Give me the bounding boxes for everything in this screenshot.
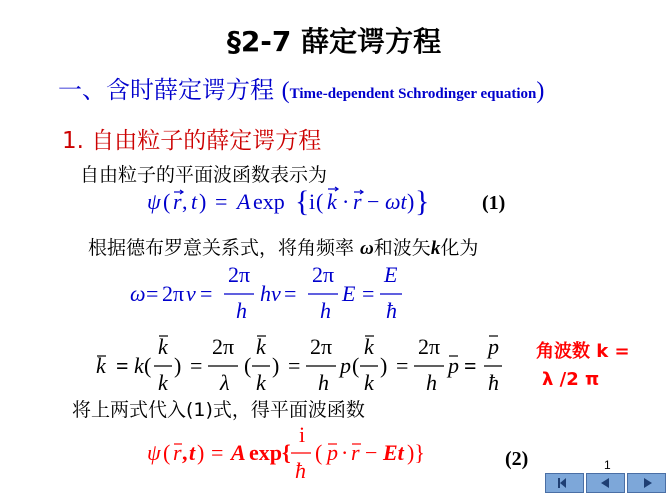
svg-text:p: p: [448, 353, 459, 378]
svg-text:): ): [407, 189, 415, 214]
svg-text:−: −: [365, 440, 378, 465]
svg-text:r: r: [353, 189, 362, 214]
svg-text:(: (: [315, 440, 323, 465]
side-note-line-1: 角波数 k =: [536, 341, 630, 362]
svg-text:}: }: [415, 185, 430, 218]
svg-text:=: =: [464, 353, 477, 378]
svg-text:=: =: [211, 440, 224, 465]
svg-text:=: =: [215, 189, 228, 214]
svg-text:k: k: [364, 370, 374, 395]
svg-text:=: =: [116, 353, 129, 378]
svg-text:k: k: [134, 353, 144, 378]
svg-text:h: h: [320, 298, 331, 323]
substitution-text: 将上两式代入(1)式，得平面波函数: [72, 399, 365, 421]
de-broglie-text-part-a: 根据德布罗意关系式，将角频率: [88, 237, 361, 259]
svg-text:(: (: [163, 440, 171, 465]
k-symbol: k: [430, 238, 441, 259]
svg-text:=: =: [288, 353, 301, 378]
equation-1-number: (1): [482, 192, 506, 214]
svg-text:ν: ν: [186, 281, 196, 306]
svg-text:2π: 2π: [418, 334, 441, 359]
svg-text:i: i: [299, 422, 306, 447]
svg-text:h: h: [318, 370, 329, 395]
svg-text:ħ: ħ: [488, 370, 499, 395]
omega-symbol: ω: [360, 238, 374, 259]
svg-text:k: k: [327, 189, 337, 214]
svg-text:2π: 2π: [312, 262, 335, 287]
angular-wavenumber-note: [536, 338, 630, 394]
slide-navigation: [545, 473, 666, 495]
svg-text:k: k: [96, 353, 106, 378]
svg-text:r: r: [351, 440, 360, 465]
svg-text:k: k: [256, 370, 266, 395]
svg-text:{: {: [295, 185, 310, 218]
svg-text:ħ: ħ: [295, 458, 306, 483]
svg-text:2π: 2π: [162, 281, 185, 306]
page-number: 1: [604, 458, 611, 472]
svg-text:h: h: [426, 370, 437, 395]
svg-text:=: =: [396, 353, 409, 378]
svg-text:): ): [174, 353, 182, 378]
page-title: §2-7 薛定谔方程: [226, 25, 442, 58]
svg-text:A: A: [231, 440, 246, 465]
svg-text:=: =: [146, 281, 159, 306]
section-heading: [58, 70, 544, 105]
svg-text:p: p: [488, 334, 499, 359]
svg-text:(: (: [144, 353, 152, 378]
de-broglie-text-part-b: 和波矢: [373, 237, 431, 259]
svg-text:): ): [272, 353, 280, 378]
svg-text:A: A: [237, 189, 251, 214]
svg-text:ψ: ψ: [147, 189, 161, 214]
svg-text:): ): [197, 440, 205, 465]
svg-text:2π: 2π: [228, 262, 251, 287]
svg-text:(: (: [244, 353, 252, 378]
first-slide-icon: [554, 476, 576, 490]
svg-text:k: k: [158, 370, 168, 395]
svg-text:exp{: exp{: [249, 440, 291, 465]
svg-text:E: E: [342, 281, 356, 306]
svg-text:E: E: [384, 262, 398, 287]
svg-text:p: p: [327, 440, 338, 465]
svg-text:(: (: [352, 353, 360, 378]
svg-text:k: k: [158, 334, 168, 359]
svg-text:2π: 2π: [310, 334, 333, 359]
previous-slide-icon: [595, 476, 617, 490]
svg-text:r: r: [173, 440, 182, 465]
svg-text:): ): [199, 189, 207, 214]
omega-relation-formula: [128, 258, 418, 328]
svg-text:,: ,: [182, 440, 188, 465]
next-slide-icon: [636, 476, 658, 490]
first-slide-button[interactable]: [545, 473, 584, 493]
de-broglie-text: [88, 233, 478, 260]
svg-text:k: k: [256, 334, 266, 359]
section-heading-label: 一、含时薛定谔方程: [58, 76, 274, 104]
svg-text:ω: ω: [130, 281, 146, 306]
svg-text:,: ,: [182, 189, 188, 214]
equation-2-number: (2): [505, 448, 529, 470]
previous-slide-button[interactable]: [586, 473, 625, 493]
wave-vector-formula: [92, 330, 512, 400]
svg-text:(: (: [163, 189, 171, 214]
subsection-heading: 1. 自由粒子的薛定谔方程: [62, 128, 322, 154]
svg-text:t: t: [191, 189, 198, 214]
svg-text:−: −: [367, 189, 380, 214]
equation-1-formula: [145, 182, 445, 222]
svg-text:h: h: [236, 298, 247, 323]
svg-text:k: k: [364, 334, 374, 359]
svg-text:): ): [380, 353, 388, 378]
open-paren: (: [281, 78, 290, 104]
svg-text:(: (: [316, 189, 324, 214]
svg-text:λ: λ: [220, 370, 230, 395]
svg-text:p: p: [340, 353, 351, 378]
svg-text:=: =: [362, 281, 375, 306]
svg-text:=: =: [284, 281, 297, 306]
section-heading-english: Time-dependent Schrodinger equation: [289, 86, 537, 102]
plane-wave-intro-text: 自由粒子的平面波函数表示为: [80, 164, 328, 186]
svg-text:·: ·: [341, 440, 349, 465]
svg-text:hν: hν: [260, 281, 281, 306]
svg-text:·: ·: [342, 189, 350, 214]
svg-text:)}: )}: [407, 440, 425, 465]
svg-text:i: i: [309, 189, 316, 214]
svg-text:r: r: [173, 189, 182, 214]
close-paren: ): [536, 78, 545, 104]
equation-2-formula: [145, 420, 445, 484]
svg-text:exp: exp: [253, 189, 285, 214]
svg-text:ħ: ħ: [386, 298, 397, 323]
svg-text:Et: Et: [383, 440, 404, 465]
svg-text:ψ: ψ: [147, 440, 161, 465]
svg-text:ωt: ωt: [385, 189, 407, 214]
svg-text:=: =: [190, 353, 203, 378]
svg-text:t: t: [189, 440, 196, 465]
svg-text:2π: 2π: [212, 334, 235, 359]
side-note-line-2: λ /2 π: [542, 369, 600, 390]
next-slide-button[interactable]: [627, 473, 666, 493]
de-broglie-text-part-c: 化为: [440, 237, 479, 259]
svg-text:=: =: [200, 281, 213, 306]
